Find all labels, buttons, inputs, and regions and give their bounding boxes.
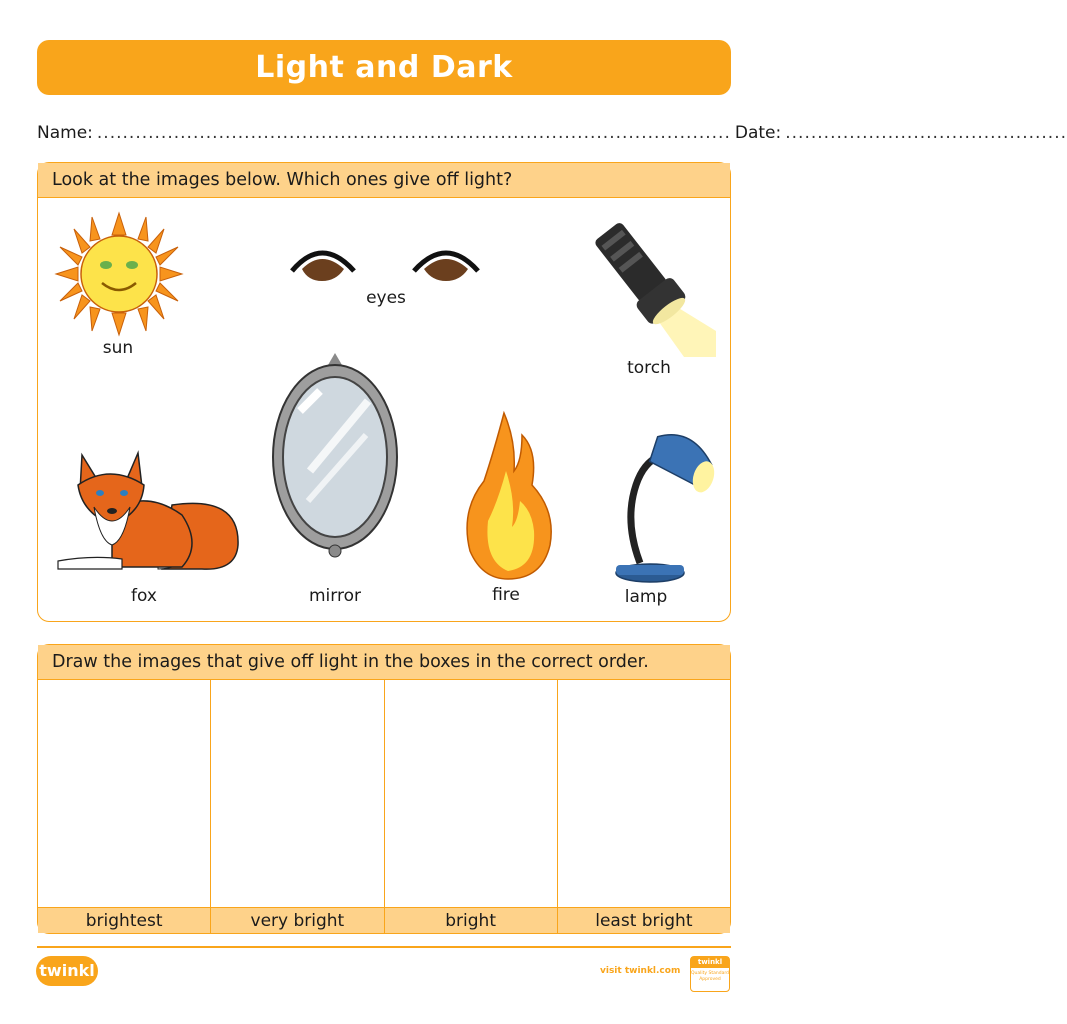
drawing-box-brightest[interactable] — [38, 680, 211, 933]
caption-lamp: lamp — [624, 587, 668, 607]
torch-icon — [584, 211, 716, 357]
eyes-icon — [286, 239, 494, 287]
quality-badge — [690, 956, 730, 992]
caption-fox: fox — [131, 586, 157, 606]
box-label-least-bright: least bright — [558, 907, 730, 933]
fox-icon — [52, 445, 240, 575]
light-sources-panel — [37, 162, 731, 622]
footer-divider — [37, 946, 731, 948]
date-label: Date: — [734, 123, 782, 143]
drawing-box-least-bright[interactable] — [558, 680, 730, 933]
caption-eyes: eyes — [366, 288, 406, 308]
lamp-icon — [610, 425, 718, 585]
twinkl-logo[interactable]: twinkl — [36, 956, 98, 986]
section1-heading — [38, 163, 730, 198]
date-field[interactable]: ............................................ — [785, 123, 1067, 143]
box-label-very-bright: very bright — [211, 907, 383, 933]
section2-heading-text: Draw the images that give off light in the boxes in the correct order. — [52, 652, 649, 672]
fire-icon — [460, 411, 556, 581]
mirror-icon — [270, 351, 400, 559]
drawing-box-very-bright[interactable] — [211, 680, 384, 933]
section1-heading-text: Look at the images below. Which ones give off light? — [52, 170, 513, 190]
title-banner — [37, 40, 731, 95]
section2-heading — [38, 645, 730, 680]
drawing-grid — [38, 680, 730, 933]
caption-sun: sun — [102, 338, 134, 358]
box-label-brightest: brightest — [38, 907, 210, 933]
badge-subtitle: Quality Standard Approved — [691, 971, 729, 982]
caption-torch: torch — [627, 358, 671, 378]
drawing-box-bright[interactable] — [385, 680, 558, 933]
page-title: Light and Dark — [255, 50, 513, 85]
caption-fire: fire — [492, 585, 520, 605]
name-field[interactable]: ................................................................................................... — [96, 123, 731, 143]
caption-mirror: mirror — [309, 586, 361, 606]
box-label-bright: bright — [385, 907, 557, 933]
badge-title: twinkl — [691, 957, 729, 968]
visit-link[interactable]: visit twinkl.com — [600, 966, 681, 976]
drawing-panel — [37, 644, 731, 934]
sun-icon — [52, 211, 186, 337]
name-label: Name: — [37, 123, 93, 143]
name-date-row — [37, 123, 1067, 149]
